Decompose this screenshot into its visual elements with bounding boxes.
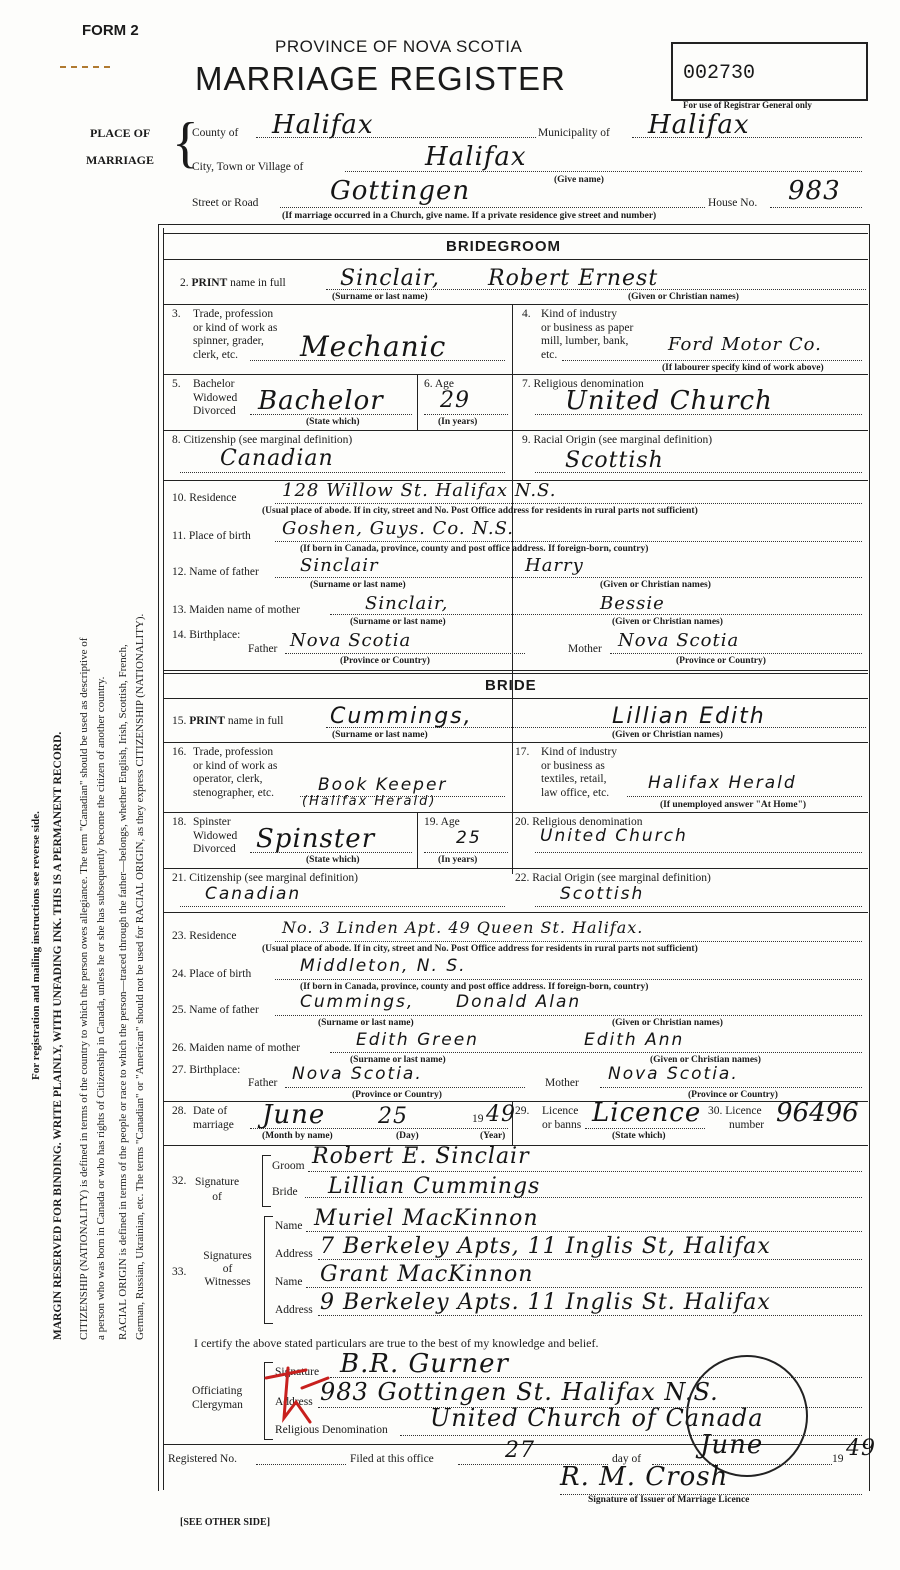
form-text: Racial Origin (see marginal definition) <box>532 872 711 884</box>
marriage-year: 49 <box>486 1102 516 1127</box>
house-label: House No. <box>708 197 758 209</box>
form-text: 19 <box>472 1113 484 1125</box>
bride-given-names: Lillian Edith <box>612 704 766 729</box>
form-text: 19 <box>832 1453 844 1465</box>
groom-father-given: Harry <box>525 555 584 576</box>
registrar-note: For use of Registrar General only <box>683 100 812 110</box>
bride-mother-surname: Edith Green <box>356 1030 479 1050</box>
form-text: 4. <box>522 308 531 320</box>
groom-marital-status: Bachelor <box>258 386 384 416</box>
form-text: Kind of industry <box>541 308 618 320</box>
form-text: stenographer, etc. <box>193 786 274 799</box>
form-text: 5. <box>172 378 181 390</box>
bride-trade: Book Keeper <box>318 775 448 795</box>
form-text: Place of birth <box>188 530 251 542</box>
form-text: Name of father <box>189 566 259 578</box>
form-text: Filed at this office <box>350 1453 434 1465</box>
form-text: Address <box>275 1396 313 1408</box>
filed-year: 49 <box>846 1436 876 1461</box>
groom-surname: Sinclair, <box>340 266 440 291</box>
form-text: Groom <box>272 1160 305 1172</box>
form-text: (State which) <box>306 417 360 427</box>
bride-trade-employer: (Halifax Herald) <box>302 794 437 809</box>
bride-religion: United Church <box>540 826 688 846</box>
form-text: (Given or Christian names) <box>650 1055 761 1065</box>
certify-statement: I certify the above stated particulars are true to the best of my knowledge and belief. <box>194 1336 599 1350</box>
register-number: 002730 <box>683 62 756 85</box>
form-text: (Province or Country) <box>340 656 430 666</box>
witness-2-name: Grant MacKinnon <box>320 1262 534 1287</box>
form-text: 16. <box>172 746 187 758</box>
form-text: Widowed <box>193 829 238 842</box>
marriage-month: June <box>262 1100 326 1130</box>
bride-father-birthplace: Nova Scotia. <box>292 1064 423 1084</box>
licence-number: 96496 <box>776 1098 859 1128</box>
form-text: (Surname or last name) <box>332 292 428 302</box>
clergyman-denomination: United Church of Canada <box>430 1404 764 1432</box>
filed-month: June <box>700 1430 764 1460</box>
margin-racial-1: RACIAL ORIGIN is defined in terms of the people or race to which the person—traced through the father—belongs, whether English, Irish, Scottish, French, <box>117 644 129 1340</box>
province-title: PROVINCE OF NOVA SCOTIA <box>275 37 523 56</box>
form-text: 27. <box>172 1064 187 1076</box>
municipality-label: Municipality of <box>538 127 610 139</box>
form-text: Trade, profession <box>193 746 274 758</box>
form-text: Kind of industry <box>541 746 618 758</box>
form-text: marriage <box>193 1118 234 1131</box>
give-name-caption: (Give name) <box>554 175 604 185</box>
form-text: 24. <box>172 968 187 980</box>
form-text: (Province or Country) <box>352 1090 442 1100</box>
form-text: Clergyman <box>192 1399 243 1411</box>
form-text: Address <box>275 1304 313 1316</box>
city-label: City, Town or Village of <box>192 161 304 173</box>
form-text: 14. <box>172 629 187 641</box>
bride-mother-given: Edith Ann <box>584 1030 685 1050</box>
licence-or-banns: Licence <box>592 1098 702 1128</box>
clergyman-address: 983 Gottingen St. Halifax N.S. <box>320 1378 719 1406</box>
form-text: etc. <box>541 348 558 361</box>
form-text: (If born in Canada, province, county and post office address. If foreign-born, country) <box>300 544 649 554</box>
pen-mark <box>60 66 110 71</box>
form-text: clerk, etc. <box>193 348 239 361</box>
municipality-value: Halifax <box>648 110 750 140</box>
form-text: (Surname or last name) <box>350 1055 446 1065</box>
groom-trade: Mechanic <box>300 330 447 363</box>
bride-residence: No. 3 Linden Apt. 49 Queen St. Halifax. <box>282 918 644 937</box>
form-text: (Usual place of abode. If in city, street and No. Post Office address for residents in rural parts not sufficient) <box>262 506 698 516</box>
form-text: Trade, profession <box>193 308 274 320</box>
form-text: 8. <box>172 434 181 446</box>
margin-binding-note: MARGIN RESERVED FOR BINDING. WRITE PLAINLY, WITH UNFADING INK. THIS IS A PERMANENT RECORD. <box>52 731 64 1340</box>
form-text: 22. <box>515 872 530 884</box>
place-brace: { <box>172 112 199 174</box>
form-text: (If labourer specify kind of work above) <box>662 363 824 373</box>
form-text: 3. <box>172 308 181 320</box>
bride-surname: Cummings, <box>330 704 473 729</box>
witness-2-address: 9 Berkeley Apts. 11 Inglis St. Halifax <box>320 1290 771 1315</box>
form-text: (Given or Christian names) <box>612 617 723 627</box>
form-text: 12. <box>172 566 187 578</box>
form-text: 25. <box>172 1004 187 1016</box>
form-label: FORM 2 <box>82 22 139 39</box>
form-text: Signature <box>275 1366 320 1378</box>
form-text: (State which) <box>306 855 360 865</box>
groom-mother-given: Bessie <box>600 593 665 614</box>
bride-heading: BRIDE <box>485 677 537 694</box>
form-text: (In years) <box>438 417 478 427</box>
place-label-2: MARRIAGE <box>86 153 154 167</box>
form-text: 21. <box>172 872 187 884</box>
groom-religion: United Church <box>565 386 773 416</box>
city-value: Halifax <box>425 142 527 172</box>
form-text: 26. <box>172 1042 187 1054</box>
form-text: number <box>729 1119 765 1131</box>
bride-age: 25 <box>456 828 482 848</box>
form-text: Licence <box>725 1105 762 1117</box>
form-text: Mother <box>545 1077 579 1089</box>
form-text: 7. <box>522 378 531 390</box>
bride-birthplace: Middleton, N. S. <box>300 956 467 976</box>
form-text: Name <box>275 1220 303 1232</box>
form-text: 28. <box>172 1105 187 1117</box>
form-text: operator, clerk, <box>193 773 263 785</box>
form-text: Registered No. <box>168 1453 237 1465</box>
form-text: (If born in Canada, province, county and post office address. If foreign-born, country) <box>300 982 649 992</box>
groom-age: 29 <box>440 388 470 413</box>
form-text: 29. <box>515 1105 530 1117</box>
groom-industry: Ford Motor Co. <box>668 334 822 355</box>
form-text: (Month by name) <box>262 1131 333 1141</box>
form-text: 19. <box>424 816 439 828</box>
form-text: law office, etc. <box>541 786 610 799</box>
form-text: Citizenship (see marginal definition) <box>189 872 358 884</box>
form-text: 9. <box>522 434 531 446</box>
marriage-day: 25 <box>378 1104 408 1129</box>
bride-father-surname: Cummings, <box>300 992 415 1012</box>
form-text: or kind of work as <box>193 759 278 772</box>
form-text: Licence <box>542 1105 579 1117</box>
form-text: Age <box>434 378 455 390</box>
form-text: (Given or Christian names) <box>600 580 711 590</box>
margin-citizenship-2: a person who was born in Canada or who has rights of Citizenship in Canada, unless he or she has subsequently become the citizen of another country. <box>95 676 107 1340</box>
form-text: (State which) <box>612 1131 666 1141</box>
form-text: 6. <box>424 378 433 390</box>
form-text: Racial Origin (see marginal definition) <box>533 434 713 446</box>
form-text: (In years) <box>438 855 478 865</box>
form-text: 17. <box>515 746 530 758</box>
form-text: 32. <box>172 1175 187 1187</box>
form-text: Spinster <box>193 816 231 828</box>
form-text: Signature <box>195 1176 240 1188</box>
issuer-caption: Signature of Issuer of Marriage Licence <box>588 1495 750 1505</box>
bride-signature: Lillian Cummings <box>328 1174 541 1199</box>
see-other-side: [SEE OTHER SIDE] <box>180 1517 271 1528</box>
groom-residence: 128 Willow St. Halifax N.S. <box>282 480 557 501</box>
form-text: Birthplace: <box>189 1064 241 1076</box>
form-text: (Day) <box>396 1131 419 1141</box>
form-text: 23. <box>172 930 187 942</box>
house-value: 983 <box>788 176 841 206</box>
form-text: (Surname or last name) <box>332 730 428 740</box>
bridegroom-heading: BRIDEGROOM <box>446 238 561 255</box>
filed-day: 27 <box>505 1438 535 1463</box>
form-text: spinner, grader, <box>193 335 264 347</box>
form-text: Widowed <box>193 391 238 404</box>
bride-mother-birthplace: Nova Scotia. <box>608 1064 739 1084</box>
red-check-mark <box>258 1360 338 1430</box>
form-text: (Surname or last name) <box>310 580 406 590</box>
place-label-1: PLACE OF <box>90 126 151 140</box>
form-text: (Surname or last name) <box>350 617 446 627</box>
form-text: Place of birth <box>189 968 252 980</box>
form-text: day of <box>612 1453 642 1465</box>
margin-racial-2: German, Russian, Ukrainian, etc. The terms "Canadian" or "American" should not be used for RACIAL ORIGIN, as they express CITIZENSHIP (NATIONALITY). <box>134 613 146 1340</box>
form-text: name in full <box>227 715 284 727</box>
bride-industry: Halifax Herald <box>648 773 797 793</box>
form-text: Signatures <box>203 1250 252 1262</box>
form-text: PRINT <box>189 715 226 727</box>
groom-mother-birthplace: Nova Scotia <box>618 630 740 651</box>
form-text: Name <box>275 1276 303 1288</box>
form-text: 2. <box>180 277 189 289</box>
bride-racial-origin: Scottish <box>560 884 645 904</box>
form-text: Officiating <box>192 1385 243 1397</box>
clergyman-signature: B.R. Gurner <box>340 1349 509 1379</box>
form-text: of <box>212 1191 222 1203</box>
street-value: Gottingen <box>330 176 471 206</box>
form-text: Maiden name of mother <box>189 1042 301 1054</box>
form-text: 11. <box>172 530 186 542</box>
form-text: 30. <box>708 1105 723 1117</box>
street-label: Street or Road <box>192 197 259 209</box>
form-text: Address <box>275 1248 313 1260</box>
form-text: (Province or Country) <box>688 1090 778 1100</box>
form-text: PRINT <box>191 277 228 289</box>
page-title: MARRIAGE REGISTER <box>195 60 566 97</box>
form-text: Divorced <box>193 405 236 417</box>
form-text: (Year) <box>480 1131 506 1141</box>
form-text: Bride <box>272 1186 298 1198</box>
groom-racial-origin: Scottish <box>565 448 664 473</box>
groom-citizenship: Canadian <box>220 446 334 471</box>
form-text: 18. <box>172 816 187 828</box>
form-text: Maiden name of mother <box>189 604 301 616</box>
groom-father-surname: Sinclair <box>300 555 379 576</box>
form-text: 10. <box>172 492 187 504</box>
form-text: Residence <box>189 930 237 942</box>
form-text: of <box>222 1263 233 1275</box>
form-text: Name of father <box>189 1004 259 1016</box>
form-text: Mother <box>568 643 602 655</box>
form-text: Divorced <box>193 843 236 855</box>
form-text: (If unemployed answer "At Home") <box>660 800 807 810</box>
bride-marital-status: Spinster <box>256 824 376 854</box>
witness-1-name: Muriel MacKinnon <box>314 1206 539 1231</box>
form-text: 20. <box>515 816 530 828</box>
bride-father-given: Donald Alan <box>456 992 582 1012</box>
form-text: (Given or Christian names) <box>612 730 723 740</box>
form-text: or business as <box>541 759 605 772</box>
form-text: (Given or Christian names) <box>628 292 739 302</box>
form-text: Date of <box>193 1105 228 1117</box>
form-text: 33. <box>172 1266 187 1278</box>
groom-given-names: Robert Ernest <box>488 266 659 291</box>
county-value: Halifax <box>272 110 374 140</box>
form-text: or kind of work as <box>193 321 278 334</box>
form-text: Bachelor <box>193 378 235 390</box>
witness-1-address: 7 Berkeley Apts, 11 Inglis St, Halifax <box>320 1234 771 1259</box>
margin-citizenship-1: CITIZENSHIP (NATIONALITY) is defined in terms of the country to which the person owes allegiance. The term "Canadian" should be used as descriptive of <box>78 637 90 1340</box>
issuer-signature: R. M. Crosh <box>560 1462 729 1492</box>
form-text: name in full <box>230 277 286 289</box>
bride-citizenship: Canadian <box>205 884 302 904</box>
form-text: Witnesses <box>204 1276 251 1288</box>
form-text: (Surname or last name) <box>318 1018 414 1028</box>
form-text: mill, lumber, bank, <box>541 335 629 347</box>
form-text: Religious Denomination <box>275 1424 388 1436</box>
place-note: (If marriage occurred in a Church, give name. If a private residence give street and number) <box>282 211 657 221</box>
groom-father-birthplace: Nova Scotia <box>290 630 412 651</box>
form-text: (Province or Country) <box>676 656 766 666</box>
county-label: County of <box>192 127 239 139</box>
form-text: Birthplace: <box>189 629 241 641</box>
form-text: Age <box>440 816 460 828</box>
form-text: textiles, retail, <box>541 773 607 785</box>
form-text: (Given or Christian names) <box>612 1018 723 1028</box>
form-text: Father <box>248 643 278 655</box>
form-text: Religious denomination <box>532 816 643 828</box>
groom-signature: Robert E. Sinclair <box>312 1144 530 1169</box>
margin-instructions: For registration and mailing instructions see reverse side. <box>30 811 42 1080</box>
groom-birthplace: Goshen, Guys. Co. N.S. <box>282 518 515 539</box>
form-text: Religious denomination <box>533 378 644 390</box>
form-text: or banns <box>542 1118 582 1131</box>
form-text: Residence <box>189 492 237 504</box>
form-text: 13. <box>172 604 187 616</box>
form-text: Citizenship (see marginal definition) <box>183 434 353 446</box>
form-text: Father <box>248 1077 278 1089</box>
form-text: (Usual place of abode. If in city, street and No. Post Office address for residents in rural parts not sufficient) <box>262 944 698 954</box>
form-text: 15. <box>172 715 187 727</box>
groom-mother-surname: Sinclair, <box>365 593 449 614</box>
form-text: or business as paper <box>541 321 634 334</box>
